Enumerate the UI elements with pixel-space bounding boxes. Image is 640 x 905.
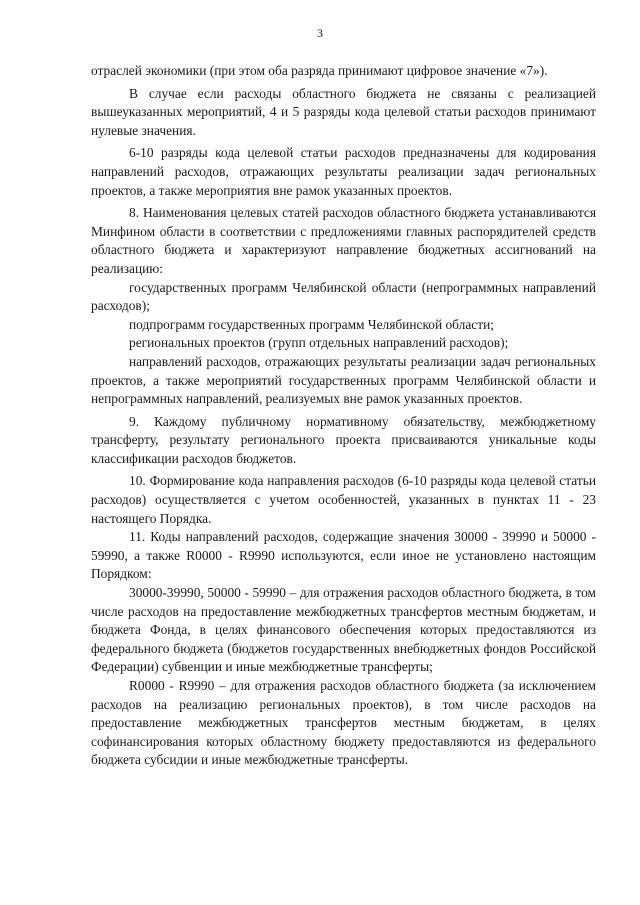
document-body <box>91 62 596 770</box>
page-number: 3 <box>317 26 323 40</box>
list-item-regional-projects: региональных проектов (групп отдельных направлений расходов); <box>129 335 509 351</box>
paragraph-item-10: 10. Формирование кода направления расходов (6-10 разряды кода целевой статьи расходов) осуществляется с учетом особенностей, указанных в пунктах 11 - 23 настоящего Порядка. <box>91 473 596 526</box>
list-item-expense-directions: направлений расходов, отражающих результаты реализации задач региональных проектов, а также мероприятий государственных программ Челябинской области и непрограммных направлений, реализуемых вне рамок указанных проектов. <box>91 353 596 407</box>
paragraph-item-8: 8. Наименования целевых статей расходов областного бюджета устанавливаются Минфином области в соответствии с предложениями главных распорядителей средств областного бюджета и характеризуют направление бюджетных ассигнований на реализацию: <box>91 205 596 276</box>
paragraph-zero-digits: В случае если расходы областного бюджета не связаны с реализацией вышеуказанных мероприятий, 4 и 5 разряды кода целевой статьи расходов принимают нулевые значения. <box>91 85 596 138</box>
paragraph-digits-6-10: 6-10 разряды кода целевой статьи расходов предназначены для кодирования направлений расходов, отражающих результаты реализации задач региональных проектов, а также мероприятия вне рамок указанных проектов. <box>91 145 596 198</box>
paragraph-codes-30000-59990: 30000-39990, 50000 - 59990 – для отражения расходов областного бюджета, в том числе расходов на предоставление межбюджетных трансфертов местным бюджетам, и бюджета Фонда, в целях финансового обеспечения которых предоставляются из федерального бюджета (бюджетов государственных внебюджетных фондов Российской Федерации) субвенции и иные межбюджетные трансферты; <box>91 585 596 675</box>
paragraph-item-11: 11. Коды направлений расходов, содержащие значения 30000 - 39990 и 50000 - 59990, а также R0000 - R9990 используются, если иное не установлено настоящим Порядком: <box>91 529 596 582</box>
list-item-state-programs: государственных программ Челябинской области (непрограммных направлений расходов); <box>91 279 596 314</box>
paragraph-continuation: отраслей экономики (при этом оба разряда принимают цифровое значение «7»). <box>91 63 548 78</box>
paragraph-item-9: 9. Каждому публичному нормативному обязательству, межбюджетному трансферту, результату регионального проекта присваиваются уникальные коды классификации расходов бюджетов. <box>91 413 596 466</box>
paragraph-codes-r0000-r9990: R0000 - R9990 – для отражения расходов областного бюджета (за исключением расходов на реализацию региональных проектов), в том числе расходов на предоставление межбюджетных трансфертов местным бюджетам, в целях софинансирования которых областному бюджету предоставляются из федерального бюджета субсидии и иные межбюджетные трансферты. <box>91 678 596 768</box>
list-item-subprograms: подпрограмм государственных программ Челябинской области; <box>129 316 494 332</box>
